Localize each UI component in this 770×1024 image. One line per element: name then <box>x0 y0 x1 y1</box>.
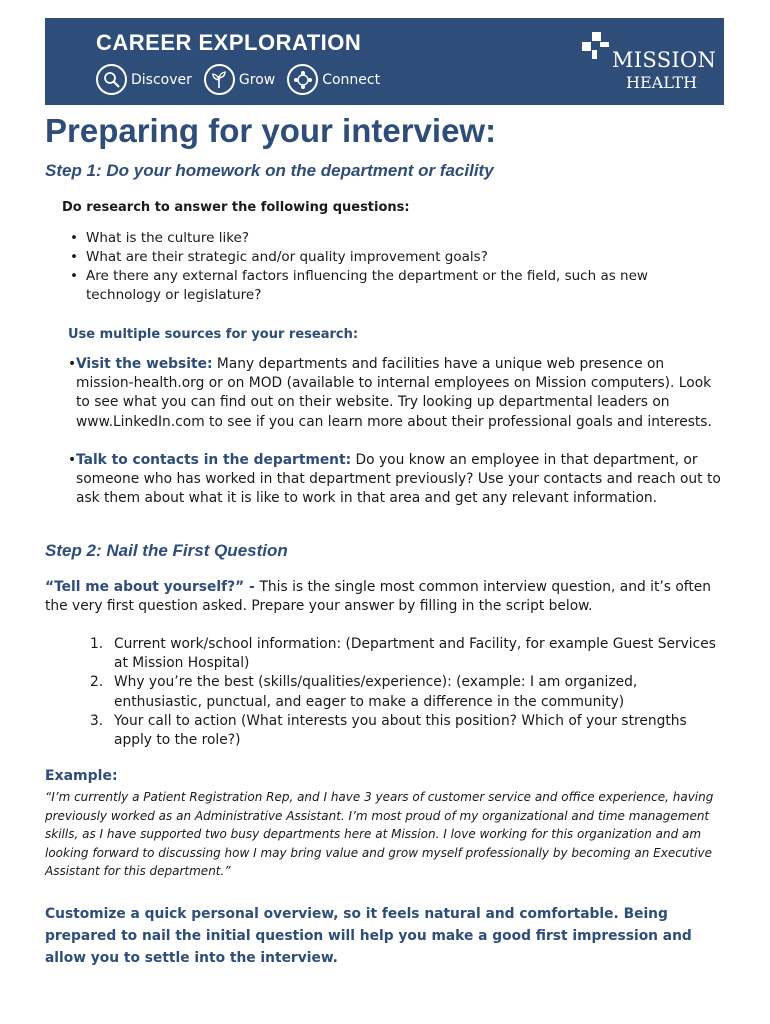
item-text: Current work/school information: (Department and Facility, for example Guest Services at Mission Hospital) <box>114 636 716 672</box>
step2-heading: Step 2: Nail the First Question <box>45 541 288 560</box>
list-item <box>90 635 720 673</box>
sources-heading: Use multiple sources for your research: <box>68 327 359 342</box>
list-item: • What is the culture like? <box>70 229 710 248</box>
source-text: Do you know an employee in that department, or someone who has worked in that department previously? Use your contacts and reach out to ask them about what it is like to work in that area and get any relevant information. <box>76 452 721 507</box>
header-banner <box>45 18 724 105</box>
closing-text: Customize a quick personal overview, so it feels natural and comfortable. Being prepared to nail the initial question will help you make a good first impression and allow you to settle into the interview. <box>45 906 692 966</box>
list-item <box>90 712 720 750</box>
pill-connect <box>287 64 380 95</box>
item-text: Why you’re the best (skills/qualities/experience): (example: I am organized, enthusiastic, punctual, and eager to make a difference in the community) <box>114 674 638 710</box>
magnifier-icon <box>96 64 127 95</box>
source-label: Visit the website: <box>76 356 213 372</box>
example-heading: Example: <box>45 768 118 784</box>
step2-intro <box>45 578 725 616</box>
source-label: Talk to contacts in the department: <box>76 452 352 468</box>
banner-pill-row <box>96 64 380 95</box>
list-item: • What are their strategic and/or quality improvement goals? <box>70 248 710 267</box>
bullet: • <box>68 452 77 468</box>
pill-label: Grow <box>238 71 276 88</box>
item-number: 1. <box>90 636 104 652</box>
bullet: • <box>68 356 77 372</box>
pill-discover <box>96 64 192 95</box>
item-text: Your call to action (What interests you about this position? Which of your strengths apply to the role?) <box>114 712 687 749</box>
banner-title: CAREER EXPLORATION <box>96 30 362 55</box>
source-text: Many departments and facilities have a unique web presence on mission-health.org or on MOD (available to internal employees on Mission computers). Look to see what you can find out on their website. Try looking up departmental leaders on www.LinkedIn.com to see if you can learn more about their professional goals and interests. <box>76 356 712 430</box>
sprout-icon <box>204 64 235 95</box>
network-icon <box>287 64 318 95</box>
question-list <box>70 229 710 305</box>
item-number: 2. <box>90 674 104 691</box>
logo-line-1: MISSION <box>612 48 717 72</box>
quote-label: “Tell me about yourself?” - <box>45 579 260 595</box>
research-prompt: Do research to answer the following questions: <box>62 200 410 215</box>
intro-text: This is the single most common interview question, and it’s often the very first question asked. Prepare your answer by filling in the script below. <box>45 579 712 615</box>
logo-line-2: HEALTH <box>626 73 698 92</box>
step1-heading: Step 1: Do your homework on the department or facility <box>45 161 494 180</box>
item-number: 3. <box>90 712 104 729</box>
cross-icon <box>582 32 614 72</box>
pill-grow <box>204 64 275 95</box>
list-item <box>90 673 720 711</box>
page-title: Preparing for your interview: <box>45 112 497 149</box>
source-contacts <box>68 451 726 509</box>
list-item: • Are there any external factors influencing the department or the field, such as new technology or legislature? <box>70 267 710 305</box>
mission-health-logo <box>582 32 717 96</box>
pill-label: Connect <box>322 71 381 88</box>
pill-label: Discover <box>131 71 192 88</box>
source-website <box>68 355 726 432</box>
script-list <box>90 635 720 750</box>
example-text: “I’m currently a Patient Registration Rep, and I have 3 years of customer service and office experience, having previously worked as an Administrative Assistant. I’m most proud of my organizational and time management skills, as I have supported two busy departments here at Mission. I love working for this organization and am looking forward to discussing how I may bring value and grow myself professionally by becoming an Executive Assistant for this department.” <box>45 790 714 879</box>
